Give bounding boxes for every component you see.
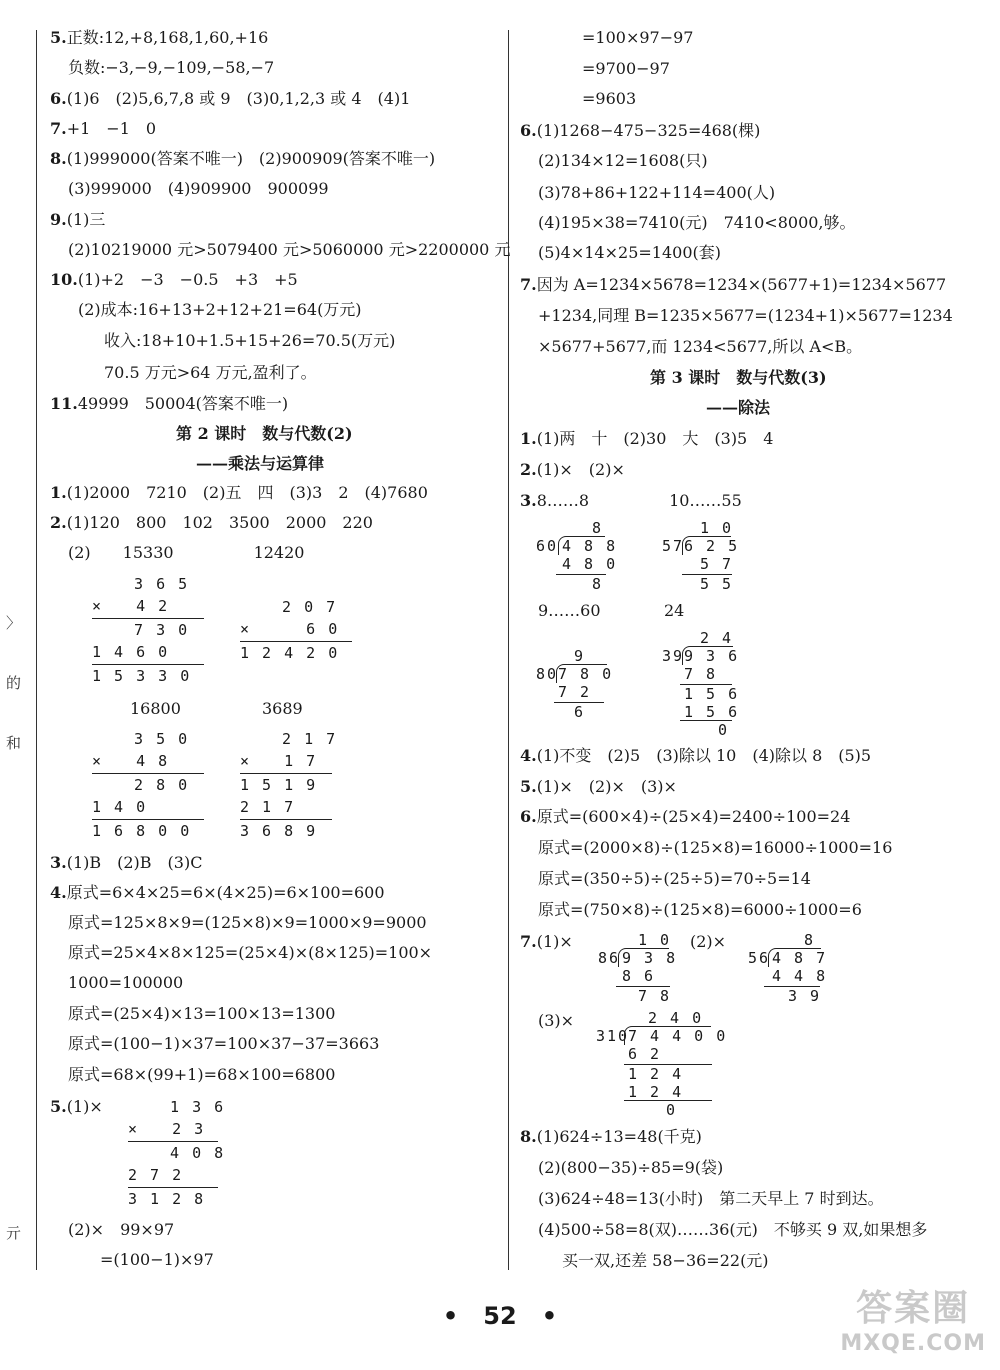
calc-row: 2 1 7 (240, 798, 296, 816)
answer-line: 4.(1)不变 (2)5 (3)除以 10 (4)除以 8 (5)5 (520, 746, 872, 765)
answer-line: 6.(1)6 (2)5,6,7,8 或 9 (3)0,1,2,3 或 4 (4)1 (50, 89, 411, 108)
answer-line: 1.(1)2000 7210 (2)五 四 (3)3 2 (4)7680 (50, 483, 428, 502)
page-number-text: 52 (483, 1302, 517, 1330)
div-quotient: 8 (804, 931, 816, 949)
answer-label: 16800 (130, 699, 181, 718)
div-step: 5 7 (700, 555, 734, 573)
answer-line: 1.(1)两 十 (2)30 大 (3)5 4 (520, 429, 774, 448)
answer-line: 原式=(2000×8)÷(125×8)=16000÷1000=16 (538, 838, 893, 857)
answer-line: 8.(1)999000(答案不唯一) (2)900909(答案不唯一) (50, 149, 436, 168)
answer-label: 9……60 (538, 601, 601, 620)
answer-line: 原式=(25×4)×13=100×13=1300 (68, 1004, 336, 1023)
answer-line: 负数:−3,−9,−109,−58,−7 (68, 58, 275, 77)
section-title: 第 3 课时 数与代数(3) (650, 368, 827, 387)
answer-line: ×5677+5677,而 1234<5677,所以 A<B。 (538, 337, 863, 356)
answer-line: 7.(1)× (520, 932, 573, 951)
div-step: 0 (718, 721, 730, 739)
div-step: 8 (592, 575, 604, 593)
div-divisor: 86 (598, 949, 621, 967)
answer-line: (3)624÷48=13(小时) 第二天早上 7 时到达。 (538, 1189, 884, 1208)
calc-row: 2 1 7 (260, 730, 338, 748)
answer-line: +1234,同理 B=1235×5677=(1234+1)×5677=1234 (538, 306, 953, 325)
answer-line: (2)10219000 元>5079400 元>5060000 元>2200000 元 (68, 240, 511, 259)
div-divisor: 57 (662, 537, 685, 555)
div-divisor: 310 (596, 1027, 630, 1045)
answer-line: 7.因为 A=1234×5678=1234×(5677+1)=1234×5677 (520, 275, 947, 294)
calc-row: × 6 0 (240, 620, 340, 638)
calc-rule (240, 641, 352, 642)
div-divisor: 39 (662, 647, 685, 665)
div-dividend: 6 2 5 (684, 537, 740, 555)
calc-rule (128, 1187, 218, 1188)
div-step: 4 8 0 (562, 555, 618, 573)
div-dividend: 4 8 7 (772, 949, 828, 967)
calc-row: 3 6 8 9 (240, 822, 318, 840)
answer-line: 2.(1)120 800 102 3500 2000 220 (50, 513, 373, 532)
answer-line: (3)78+86+122+114=400(人) (538, 183, 776, 202)
answer-line: =9700−97 (582, 59, 670, 78)
div-dividend: 7 4 4 0 0 (628, 1027, 728, 1045)
div-quotient: 9 (574, 647, 586, 665)
dot-left: • (442, 1302, 459, 1330)
calc-row: 7 3 0 (112, 621, 190, 639)
calc-row: 1 5 1 9 (240, 776, 318, 794)
answer-line: (5)4×14×25=1400(套) (538, 243, 721, 262)
watermark-bottom: MXQE.COM (840, 1331, 986, 1356)
answer-line: 4.原式=6×4×25=6×(4×25)=6×100=600 (50, 883, 385, 902)
div-step: 0 (666, 1101, 678, 1119)
div-step: 1 2 4 (628, 1065, 684, 1083)
dot-right: • (541, 1302, 558, 1330)
div-step: 1 2 4 (628, 1083, 684, 1101)
answer-line: 原式=25×4×8×125=(25×4)×(8×125)=100× (68, 943, 433, 962)
calc-row: 1 5 3 3 0 (92, 667, 192, 685)
calc-rule (92, 618, 204, 619)
div-quotient: 1 0 (700, 519, 734, 537)
answer-line: 原式=(750×8)÷(125×8)=6000÷1000=6 (538, 900, 862, 919)
edge-char: 和 (6, 734, 22, 752)
answer-line: (3)999000 (4)909900 900099 (68, 179, 329, 198)
answer-line: 9.(1)三 (50, 210, 106, 229)
div-divisor: 60 (536, 537, 559, 555)
section-subtitle: ——除法 (706, 398, 771, 417)
calc-row: × 1 7 (240, 752, 318, 770)
div-quotient: 2 4 0 (648, 1009, 704, 1027)
calc-rule (92, 819, 204, 820)
left-margin-rule (36, 30, 37, 1270)
calc-rule (92, 773, 204, 774)
section-title: 第 2 课时 数与代数(2) (176, 424, 353, 443)
div-step: 1 5 6 (684, 703, 740, 721)
div-step: 7 2 (558, 683, 592, 701)
calc-row: × 4 2 (92, 597, 170, 615)
answer-line: 3.(1)B (2)B (3)C (50, 853, 203, 872)
calc-rule (240, 819, 332, 820)
answer-line: 6.(1)1268−475−325=468(棵) (520, 121, 761, 140)
calc-row: 1 6 8 0 0 (92, 822, 192, 840)
div-step: 4 4 8 (772, 967, 828, 985)
div-dividend: 9 3 6 (684, 647, 740, 665)
calc-row: 3 1 2 8 (128, 1190, 206, 1208)
div-step: 7 8 (638, 987, 672, 1005)
calc-row: 3 5 0 (112, 730, 190, 748)
answer-line: 5.正数:12,+8,168,1,60,+16 (50, 28, 269, 47)
answer-line: 6.原式=(600×4)÷(25×4)=2400÷100=24 (520, 807, 851, 826)
calc-rule (240, 773, 332, 774)
answer-line: 10.(1)+2 −3 −0.5 +3 +5 (50, 270, 298, 289)
answer-line: (2)134×12=1608(只) (538, 151, 708, 170)
div-step: 8 6 (622, 967, 656, 985)
answer-line: =(100−1)×97 (68, 1250, 214, 1269)
column-divider (508, 30, 509, 1270)
calc-row: 1 2 4 2 0 (240, 644, 340, 662)
answer-line: 70.5 万元>64 万元,盈利了。 (104, 363, 317, 382)
answer-line: (2)(800−35)÷85=9(袋) (538, 1158, 724, 1177)
calc-row: 2 7 2 (128, 1166, 184, 1184)
answer-line: (4)500÷58=8(双)……36(元) 不够买 9 双,如果想多 (538, 1220, 928, 1239)
answer-line: 买一双,还差 58−36=22(元) (562, 1251, 769, 1270)
answer-line: 11.49999 50004(答案不唯一) (50, 394, 289, 413)
div-quotient: 2 4 (700, 629, 734, 647)
answer-line: (2)× 99×97 (68, 1220, 175, 1239)
div-quotient: 1 0 (638, 931, 672, 949)
answer-line: 原式=68×(99+1)=68×100=6800 (68, 1065, 336, 1084)
answer-line: (2)成本:16+13+2+12+21=64(万元) (78, 300, 362, 319)
answer-line: =9603 (582, 89, 637, 108)
answer-line: 5.(1)× (2)× (3)× (520, 777, 677, 796)
answer-label: 3689 (262, 699, 303, 718)
calc-rule (128, 1141, 218, 1142)
calc-row: 1 4 6 0 (92, 643, 170, 661)
calc-row: 2 0 7 (260, 598, 338, 616)
answer-line: 原式=(350÷5)÷(25÷5)=70÷5=14 (538, 869, 811, 888)
answer-line: 2.(1)× (2)× (520, 460, 625, 479)
div-step: 7 8 (684, 665, 718, 683)
answer-line: (4)195×38=7410(元) 7410<8000,够。 (538, 213, 856, 232)
calc-row: 3 6 5 (112, 575, 190, 593)
watermark-top: 答案圈 (856, 1288, 971, 1329)
calc-rule (92, 664, 204, 665)
answer-line: (2) 15330 12420 (68, 543, 305, 562)
answer-line: 原式=125×8×9=(125×8)×9=1000×9=9000 (68, 913, 427, 932)
calc-row: × 2 3 (128, 1120, 206, 1138)
answer-line: (2)× (690, 932, 727, 951)
calc-row: 1 4 0 (92, 798, 148, 816)
answer-line: =100×97−97 (582, 28, 694, 47)
div-step: 3 9 (788, 987, 822, 1005)
div-step: 6 2 (628, 1045, 662, 1063)
edge-char: 〉 (6, 614, 22, 632)
calc-row: 1 3 6 (148, 1098, 226, 1116)
div-dividend: 7 8 0 (558, 665, 614, 683)
div-dividend: 9 3 8 (622, 949, 678, 967)
answer-line: 1000=100000 (68, 973, 184, 992)
div-dividend: 4 8 8 (562, 537, 618, 555)
section-subtitle: ——乘法与运算律 (196, 454, 325, 473)
calc-row: 2 8 0 (112, 776, 190, 794)
watermark (840, 1280, 986, 1356)
answer-line: (3)× (538, 1011, 575, 1030)
div-step: 6 (574, 703, 586, 721)
div-divisor: 80 (536, 665, 559, 683)
edge-char: 亓 (6, 1224, 22, 1242)
answer-line: 原式=(100−1)×37=100×37−37=3663 (68, 1034, 380, 1053)
answer-line: 7.+1 −1 0 (50, 119, 157, 138)
answer-line: 8.(1)624÷13=48(千克) (520, 1127, 702, 1146)
answer-line: 收入:18+10+1.5+15+26=70.5(万元) (104, 331, 396, 350)
answer-line: 3.8……8 10……55 (520, 491, 742, 510)
calc-row: 4 0 8 (148, 1144, 226, 1162)
div-divisor: 56 (748, 949, 771, 967)
calc-row: × 4 8 (92, 752, 170, 770)
div-step: 1 5 6 (684, 685, 740, 703)
edge-char: 的 (6, 674, 22, 692)
div-quotient: 8 (592, 519, 604, 537)
div-step: 5 5 (700, 575, 734, 593)
answer-line: 5.(1)× (50, 1097, 103, 1116)
answer-label: 24 (664, 601, 685, 620)
